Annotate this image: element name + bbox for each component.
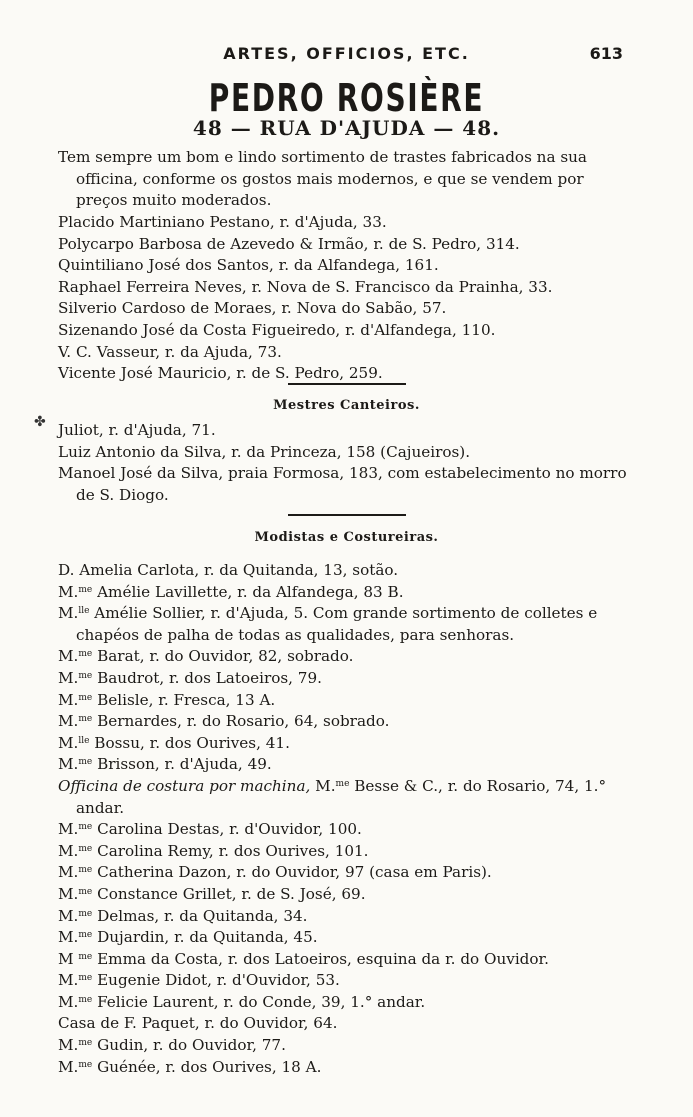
advert-name: PEDRO ROSIÈRE <box>208 76 485 120</box>
list-item <box>58 992 628 1014</box>
title-abbreviation: me <box>335 778 350 789</box>
list-item <box>58 582 628 604</box>
title-abbreviation: me <box>78 670 93 681</box>
modistas-list <box>58 560 628 1078</box>
entry-text: M. <box>58 690 79 709</box>
title-abbreviation: me <box>78 757 93 768</box>
entry-text: Constance Grillet, r. de S. José, 69. <box>92 884 366 903</box>
entry-text: M. <box>58 820 79 839</box>
list-item <box>58 862 628 884</box>
title-abbreviation: me <box>78 865 93 876</box>
entry-text: Belisle, r. Fresca, 13 A. <box>92 690 276 709</box>
entry-text: Emma da Costa, r. dos Latoeiros, esquina da r. do Ouvidor. <box>92 949 549 968</box>
entry-text: Catherina Dazon, r. do Ouvidor, 97 (casa em Paris). <box>92 863 492 882</box>
list-item: Sizenando José da Costa Figueiredo, r. d'Alfandega, 110. <box>58 320 496 339</box>
list-item <box>58 646 628 668</box>
list-item: Manoel José da Silva, praia Formosa, 183, com estabelecimento no morro de S. Diogo. <box>58 464 627 504</box>
section-divider <box>288 514 406 516</box>
ornament-icon: ✤ <box>34 414 46 430</box>
entry-text: M. <box>58 971 79 990</box>
title-abbreviation: me <box>78 930 93 941</box>
entry-italic-label: Officina de costura por machina, <box>58 776 311 795</box>
list-item <box>58 906 628 928</box>
entry-text: Amélie Sollier, r. d'Ajuda, 5. Com grande sortimento de colletes e chapéos de palha de todas as qualidades, para senhoras. <box>76 604 598 644</box>
entry-text: M. <box>58 863 79 882</box>
entry-text: Barat, r. do Ouvidor, 82, sobrado. <box>92 647 354 666</box>
list-item <box>58 560 628 582</box>
list-item <box>58 1035 628 1057</box>
list-item: Placido Martiniano Pestano, r. d'Ajuda, 33. <box>58 213 387 231</box>
list-item: Luiz Antonio da Silva, r. da Princeza, 158 (Cajueiros). <box>58 442 471 461</box>
entry-text: Amélie Lavillette, r. da Alfandega, 83 B. <box>92 582 404 601</box>
list-item: Raphael Ferreira Neves, r. Nova de S. Francisco da Prainha, 33. <box>58 277 553 296</box>
list-item <box>58 841 628 863</box>
entry-text: Brisson, r. d'Ajuda, 49. <box>92 755 272 774</box>
running-title: ARTES, OFFICIOS, ETC. <box>223 44 470 63</box>
entry-text: M. <box>58 928 79 947</box>
list-item: Silverio Cardoso de Moraes, r. Nova do Sabão, 57. <box>58 299 447 318</box>
entry-text: M. <box>58 604 79 623</box>
list-item: Vicente José Mauricio, r. de S. Pedro, 259. <box>58 364 383 383</box>
entry-text: M. <box>58 733 79 752</box>
entry-text: M <box>58 949 79 968</box>
entry-text: M. <box>58 668 79 687</box>
entry-text: Gudin, r. do Ouvidor, 77. <box>92 1036 286 1055</box>
title-abbreviation: me <box>78 886 93 897</box>
list-item: Juliot, r. d'Ajuda, 71. <box>58 421 216 439</box>
title-abbreviation: lle <box>78 735 90 746</box>
running-head <box>0 44 693 70</box>
title-abbreviation: me <box>78 649 93 660</box>
list-item: V. C. Vasseur, r. da Ajuda, 73. <box>58 342 282 361</box>
list-item <box>58 668 628 690</box>
list-item <box>58 949 628 971</box>
section-heading-modistas: Modistas e Costureiras. <box>254 530 439 545</box>
title-abbreviation: me <box>78 843 93 854</box>
title-abbreviation: me <box>78 1059 93 1070</box>
title-abbreviation: me <box>78 822 93 833</box>
list-item: Quintiliano José dos Santos, r. da Alfandega, 161. <box>58 256 439 275</box>
title-abbreviation: lle <box>78 606 90 617</box>
list-item <box>58 754 628 776</box>
title-abbreviation: me <box>78 714 93 725</box>
list-item <box>58 970 628 992</box>
list-item <box>58 927 628 949</box>
entry-text: Delmas, r. da Quitanda, 34. <box>92 906 308 925</box>
entry-text: M. <box>58 884 79 903</box>
entry-text: Casa de F. Paquet, r. do Ouvidor, 64. <box>58 1014 338 1033</box>
entry-text: Carolina Remy, r. dos Ourives, 101. <box>92 841 369 860</box>
entry-text: M. <box>58 906 79 925</box>
entry-text: M. <box>58 992 79 1011</box>
list-item <box>58 1057 628 1079</box>
title-abbreviation: me <box>78 1038 93 1049</box>
section-divider <box>288 383 406 385</box>
list-item <box>58 819 628 841</box>
entry-text: Felicie Laurent, r. do Conde, 39, 1.° andar. <box>92 992 426 1011</box>
entry-text: Guénée, r. dos Ourives, 18 A. <box>92 1057 322 1076</box>
entry-text: Dujardin, r. da Quitanda, 45. <box>92 928 318 947</box>
entry-text: Eugenie Didot, r. d'Ouvidor, 53. <box>92 971 340 990</box>
title-abbreviation: me <box>78 908 93 919</box>
title-abbreviation: me <box>78 692 93 703</box>
canteiros-list <box>58 420 628 506</box>
entry-text: M. <box>58 841 79 860</box>
title-abbreviation: me <box>78 973 93 984</box>
entry-text: M. <box>58 647 79 666</box>
entry-text: Bossu, r. dos Ourives, 41. <box>89 733 290 752</box>
title-abbreviation: me <box>78 951 93 962</box>
entry-text: Bernardes, r. do Rosario, 64, sobrado. <box>92 712 390 731</box>
entry-text: Besse & C., r. do Rosario, 74, 1.° andar. <box>76 776 607 817</box>
entry-text: M. <box>58 582 79 601</box>
list-item: Polycarpo Barbosa de Azevedo & Irmão, r. de S. Pedro, 314. <box>58 234 520 253</box>
entry-text: Carolina Destas, r. d'Ouvidor, 100. <box>92 820 362 839</box>
entry-text: D. Amelia Carlota, r. da Quitanda, 13, sotão. <box>58 561 399 579</box>
entry-text: M. <box>310 776 336 795</box>
list-item <box>58 1013 628 1035</box>
title-abbreviation: me <box>78 994 93 1005</box>
marceneiros-list <box>58 212 628 385</box>
entry-text: M. <box>58 755 79 774</box>
list-item <box>58 603 628 646</box>
entry-text: M. <box>58 1057 79 1076</box>
list-item <box>58 884 628 906</box>
page-number: 613 <box>589 44 623 63</box>
list-item <box>58 690 628 712</box>
entry-text: Baudrot, r. dos Latoeiros, 79. <box>92 668 322 687</box>
list-item <box>58 776 628 819</box>
title-abbreviation: me <box>78 584 93 595</box>
list-item <box>58 733 628 755</box>
advert-address: 48 — RUA D'AJUDA — 48. <box>192 116 501 140</box>
advert-body: Tem sempre um bom e lindo sortimento de trastes fabricados na sua officina, conforme os gostos mais modernos, e que se vendem por preços muito moderados. <box>58 148 587 210</box>
list-item <box>58 711 628 733</box>
advert-text <box>58 147 628 212</box>
entry-text: M. <box>58 712 79 731</box>
section-heading-canteiros: Mestres Canteiros. <box>273 398 420 413</box>
entry-text: M. <box>58 1036 79 1055</box>
